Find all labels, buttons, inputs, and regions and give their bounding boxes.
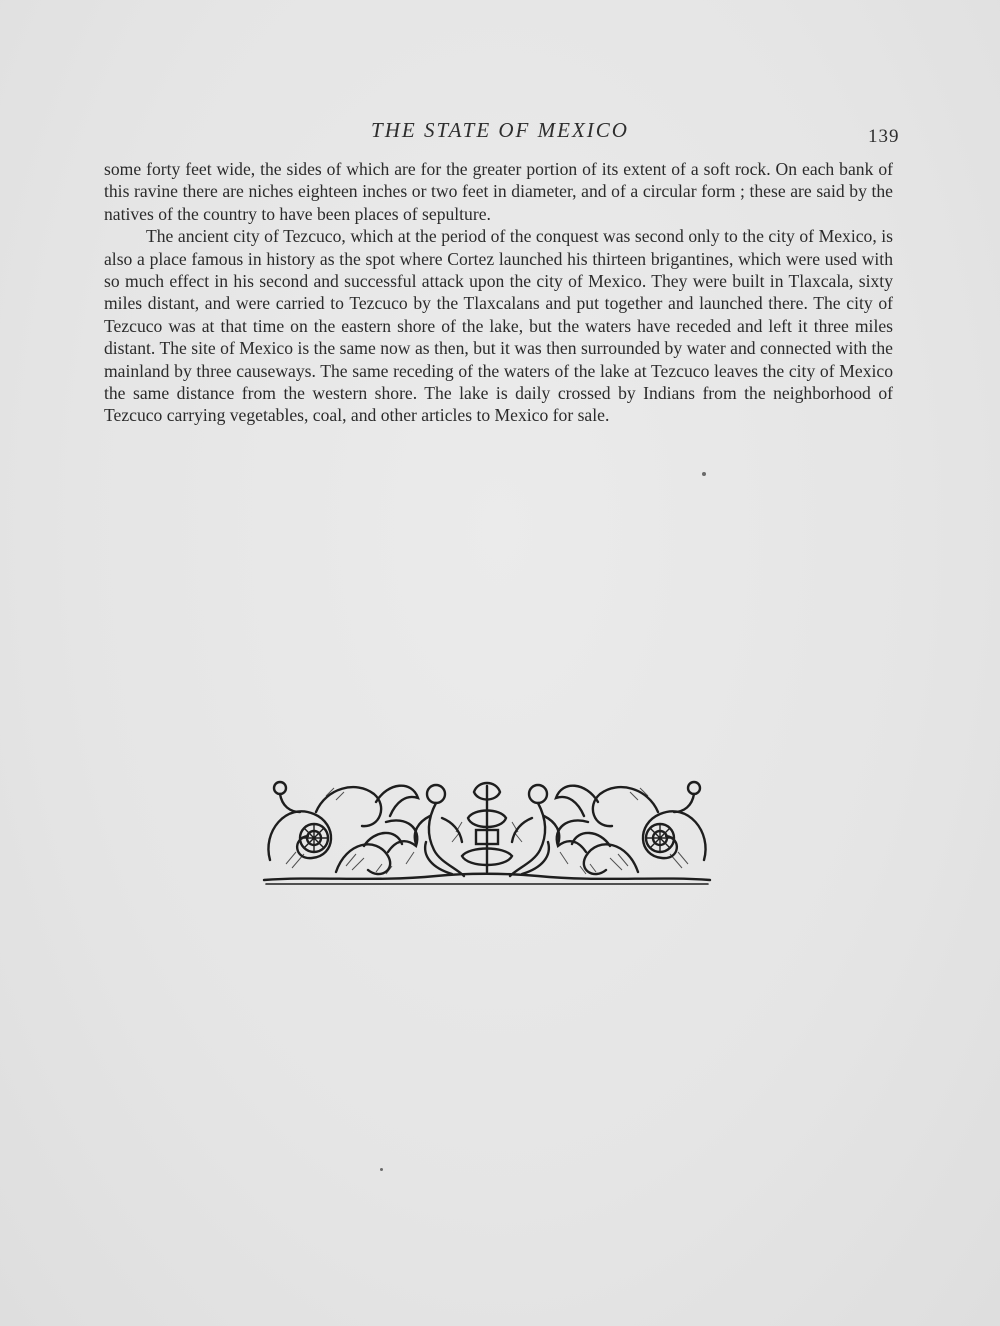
paragraph: The ancient city of Tezcuco, which at the period of the conquest was second only to the city of Mexico, is also a place famous in history as the spot where Cortez launched his thirteen brigantines, which were used with so much effect in his second and successful attack upon the city of Mexico. They were built in Tlaxcala, sixty miles distant, and were carried to Tezcuco by the Tlaxcalans and put together and launched there. The city of Tezcuco was at that time on the eastern shore of the lake, but the waters have receded and left it three miles distant. The site of Mexico is the same now as then, but it was then surrounded by water and connected with the mainland by three causeways. The same receding of the waters of the lake at Tezcuco leaves the city of Mexico the same distance from the western shore. The lake is daily crossed by Indians from the neighborhood of Tezcuco carrying vegetables, coal, and other articles to Mexico for sale. (104, 226, 893, 426)
page-number: 139 (868, 126, 900, 147)
ornament-engraving-icon (256, 772, 718, 890)
ink-speck (380, 1168, 383, 1171)
running-head-title: THE STATE OF MEXICO (371, 118, 629, 142)
paragraph: some forty feet wide, the sides of which are for the greater portion of its extent of a soft rock. On each bank of this ravine there are niches eighteen inches or two feet in diameter, and of a circular form ; these are said by the natives of the country to have been places of sepulture. (104, 159, 893, 224)
ink-speck (702, 472, 706, 476)
decorative-tailpiece-icon (256, 772, 718, 890)
body-text (104, 158, 893, 427)
